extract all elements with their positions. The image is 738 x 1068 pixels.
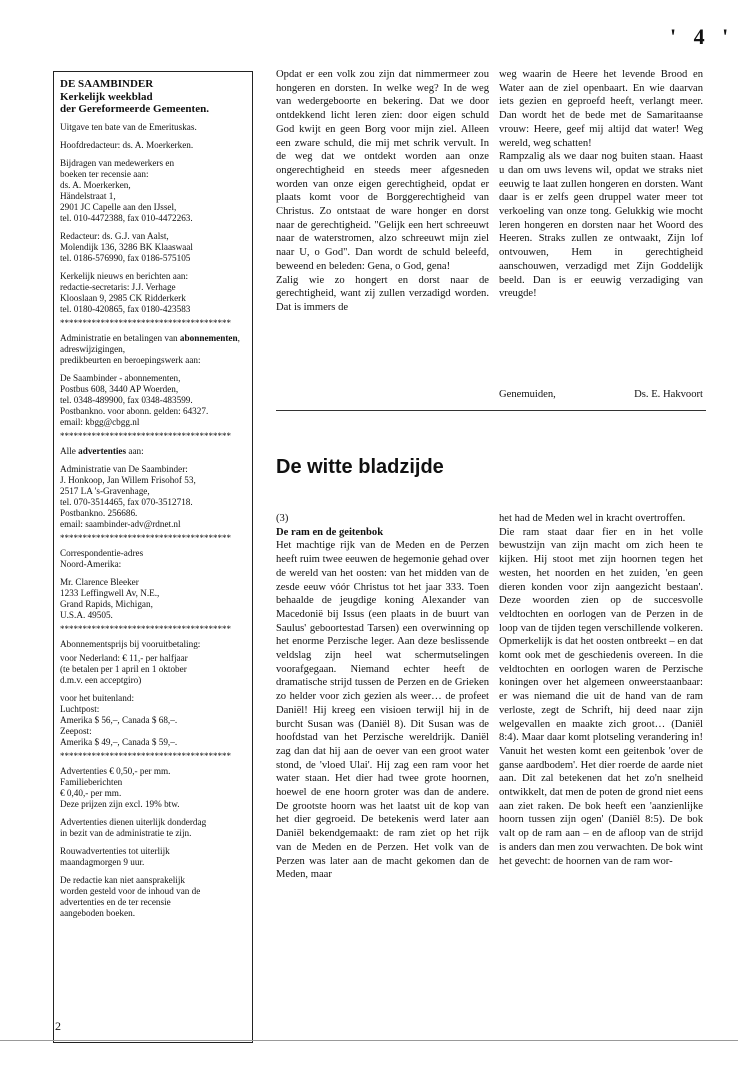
ad-deadline: Advertenties dienen uiterlijk donderdag in bezit van de administratie te zijn.	[60, 816, 207, 838]
article2-subtitle: De ram en de geitenbok	[276, 526, 384, 538]
ads-address: Administratie van De Saambinder: J. Honkoop, Jan Willem Frisohof 53, 2517 LA 's-Gravenhage, tel. 070-3514465, fax 070-3512718. Postbankno. 256686. email: saambinder-adv@rdnet.nl	[60, 463, 196, 529]
publisher-note: Uitgave ten bate van de Emerituskas.	[60, 121, 197, 132]
correspondence-heading: Correspondentie-adres Noord-Amerika:	[60, 547, 144, 569]
page-edge	[0, 1040, 738, 1041]
article2-headline: De witte bladzijde	[276, 456, 444, 478]
colophon-box	[53, 71, 253, 1043]
signature-author: Ds. E. Hakvoort	[634, 389, 703, 400]
separator: **************************************	[60, 317, 231, 328]
mourning-deadline: Rouwadvertenties tot uiterlijk maandagmorgen 9 uur.	[60, 845, 170, 867]
subscriptions-address: De Saambinder - abonnementen, Postbus 608, 3440 AP Woerden, tel. 0348-489900, fax 0348-483599. Postbankno. voor abonn. gelden: 64327. email: kbgg@cbgg.nl	[60, 372, 209, 427]
article2-column-1: (3) De ram en de geitenbok Het machtige rijk van de Meden en de Perzen heeft ruim twee eeuwen de hegemonie gehad over de wereld van het oosten: van het midden van de zesde eeuw vóór Christus tot het jaar 333. Toen behaalde de jeugdige koning Alexander van Macedonië bij Issus (een plaats in de buurt van Saulus' geboortestad Tarsen) een overwinning op het enorme Perzische leger. Aan deze beslissende veldslag zijn heel wat schermutselingen voorafgegaan. Niemand echter heeft de dramatische strijd tussen de Perzen en de Grieken zo helder voor zich gezien als weer… de profeet Daniël! Hij kreeg een visioen terwijl hij in de burcht Susan was (Daniël 8). Dit Susan was de hoofdstad van het Perzische wereldrijk. Daniël zag dan dat hij aan de oever van een groot water stond, de 'vloed Ulai'. Hij zag een ram voor het water staan. Het dier had twee grote hoornen, hoewel de ene hoorn groter was dan de andere. De grootste hoorn was het laatst uit de kop van het dier gegroeid. De betekenis werd later aan Daniël bekendgemaakt: de ram ziet op het rijk van de Meden en de Perzen. Het volk van de Perzen was later aan de macht gekomen dan de Meden, maar	[276, 513, 489, 881]
article1-signature	[499, 389, 703, 400]
north-america-address: Mr. Clarence Bleeker 1233 Leffingwell Av, N.E., Grand Rapids, Michigan, U.S.A. 49505.	[60, 576, 160, 620]
article1-column-1: Opdat er een volk zou zijn dat nimmermeer zou hongeren en dorsten. In welke weg? In de weg van wedergeboorte en bekering. Dat we door ontdekkend licht leren zien: door eigen schuld God kwijt en geen Borg voor mijn ziel. Alleen een zware schuld, die mij met schrik vervult. In de weg dat we ontdekt worden aan onze ongerechtigheid en steeds meer afgesneden worden van onze eigen gerechtigheid, opdat er plaats komt voor de Borggerechtigheid van Christus. Zo ontstaat de ware honger en dorst naar de gerechtigheid. "Gelijk een hert schreeuwt naar de waterstromen, alzo schreeuwt mijn ziel naar U, o God". Dan wordt de schuld beleefd, beweend en beleden: Gena, o God, gena! Zalig wie zo hongert en dorst naar de gerechtigheid, want zij zullen verzadigd worden. Dat is immers de	[276, 69, 489, 313]
chief-editor: Hoofdredacteur: ds. A. Moerkerken.	[60, 139, 194, 150]
ad-prices: Advertenties € 0,50,- per mm. Familieberichten € 0,40,- per mm. Deze prijzen zijn excl. 19% btw.	[60, 765, 180, 809]
price-heading: Abonnementsprijs bij vooruitbetaling:	[60, 638, 201, 649]
editor-address: Redacteur: ds. G.J. van Aalst, Molendijk 136, 3286 BK Klaaswaal tel. 0186-576990, fax 0186-575105	[60, 230, 193, 263]
church-news-address: Kerkelijk nieuws en berichten aan: redactie-secretaris: J.J. Verhage Klooslaan 9, 2985 CK Ridderkerk tel. 0180-420865, fax 0180-423583	[60, 270, 191, 314]
separator: **************************************	[60, 750, 231, 761]
article2-column-2: het had de Meden wel in kracht overtroffen. Die ram staat daar fier en in het volle bewustzijn van zijn macht om zich heen te kijken. Hij stoot met zijn hoornen tegen het westen, het noorden en het zuiden, 'en geen dieren konden voor zijn aangezicht bestaan'. Deze woorden zien op de succesvolle veldtochten en oorlogen van de Perzen in de loop van de tijden tegen verschillende volkeren. Opmerkelijk is dat het oosten ontbreekt – en dat komt ook met de geschiedenis overeen. In die veldtochten en oorlogen waren de Perzische koningen over het algemeen onweerstaanbaar: er was niemand die uit de hand van de ram verloste, zegt de Schrift, hij deed naar zijn welgevallen en maakte zich groot… (Daniël 8:4). Maar daar komt plotseling verandering in! Vanuit het westen komt een geitenbok 'over de ganse aardbodem'. Het dier roerde de aarde niet aan. Dit zal betekenen dat het zo'n snelheid ontwikkelt, dat men de poten de grond niet eens aan ziet raken. De bok heeft een 'aanzienlijke hoorn tussen zijn ogen' (Daniël 8:5). De bok valt op de ram aan – en de afloop van de strijd is anders dan men zou verwachten. De bok wint het gevecht: de hoornen van de ram wor-	[499, 513, 703, 867]
price-netherlands: voor Nederland: € 11,- per halfjaar (te betalen per 1 april en 1 oktober d.m.v. een acceptgiro)	[60, 652, 188, 685]
article1-column-2: weg waarin de Heere het levende Brood en Water aan de ziel openbaart. En wie daarvan iets gezien en geproefd heeft, verlangt meer. Dan wordt het de bede met de Samaritaanse vrouw: Heere, geef mij altijd dat water! Weg wereld, weg schatten! Rampzalig als we daar nog buiten staan. Haast u dan om uws levens wil, opdat we straks niet eeuwig te laat zullen hongeren en dorsten. Want daar is er zelfs geen druppel water meer tot verkoeling van onze tong. Gelukkig wie mocht leren hongeren en dorsten naar het Woord des Heeren. Straks zullen ze ontwaakt, Zijn lof ontvouwen, Hem in gerechtigheid aanschouwen, verzadigd met Zijn Goddelijk beeld. Dan is er eeuwig verzadiging van vreugde!	[499, 69, 703, 300]
page-mark: ' 4 '	[670, 24, 735, 49]
contributions-address: Bijdragen van medewerkers en boeken ter recensie aan: ds. A. Moerkerken, Händelstraat 1, 2901 JC Capelle aan den IJssel, tel. 010-4472388, fax 010-4472263.	[60, 157, 193, 223]
article2-number: (3)	[276, 513, 289, 524]
price-abroad: voor het buitenland: Luchtpost: Amerika $ 56,–, Canada $ 68,–. Zeepost: Amerika $ 49,–, Canada $ 59,–.	[60, 692, 178, 747]
separator: **************************************	[60, 532, 231, 543]
separator: **************************************	[60, 623, 231, 634]
subscriptions-intro: Administratie en betalingen van abonnementen, adreswijzigingen, predikbeurten en beroepingswerk aan:	[60, 332, 240, 365]
section-divider	[276, 410, 706, 411]
ads-intro: Alle advertenties aan:	[60, 445, 144, 456]
separator: **************************************	[60, 430, 231, 441]
page-number: 2	[55, 1019, 61, 1033]
signature-place: Genemuiden,	[499, 389, 556, 400]
colophon-title: DE SAAMBINDER Kerkelijk weekblad der Gereformeerde Gemeenten.	[60, 78, 209, 115]
disclaimer: De redactie kan niet aansprakelijk worden gesteld voor de inhoud van de advertenties en de ter recensie aangeboden boeken.	[60, 874, 201, 918]
